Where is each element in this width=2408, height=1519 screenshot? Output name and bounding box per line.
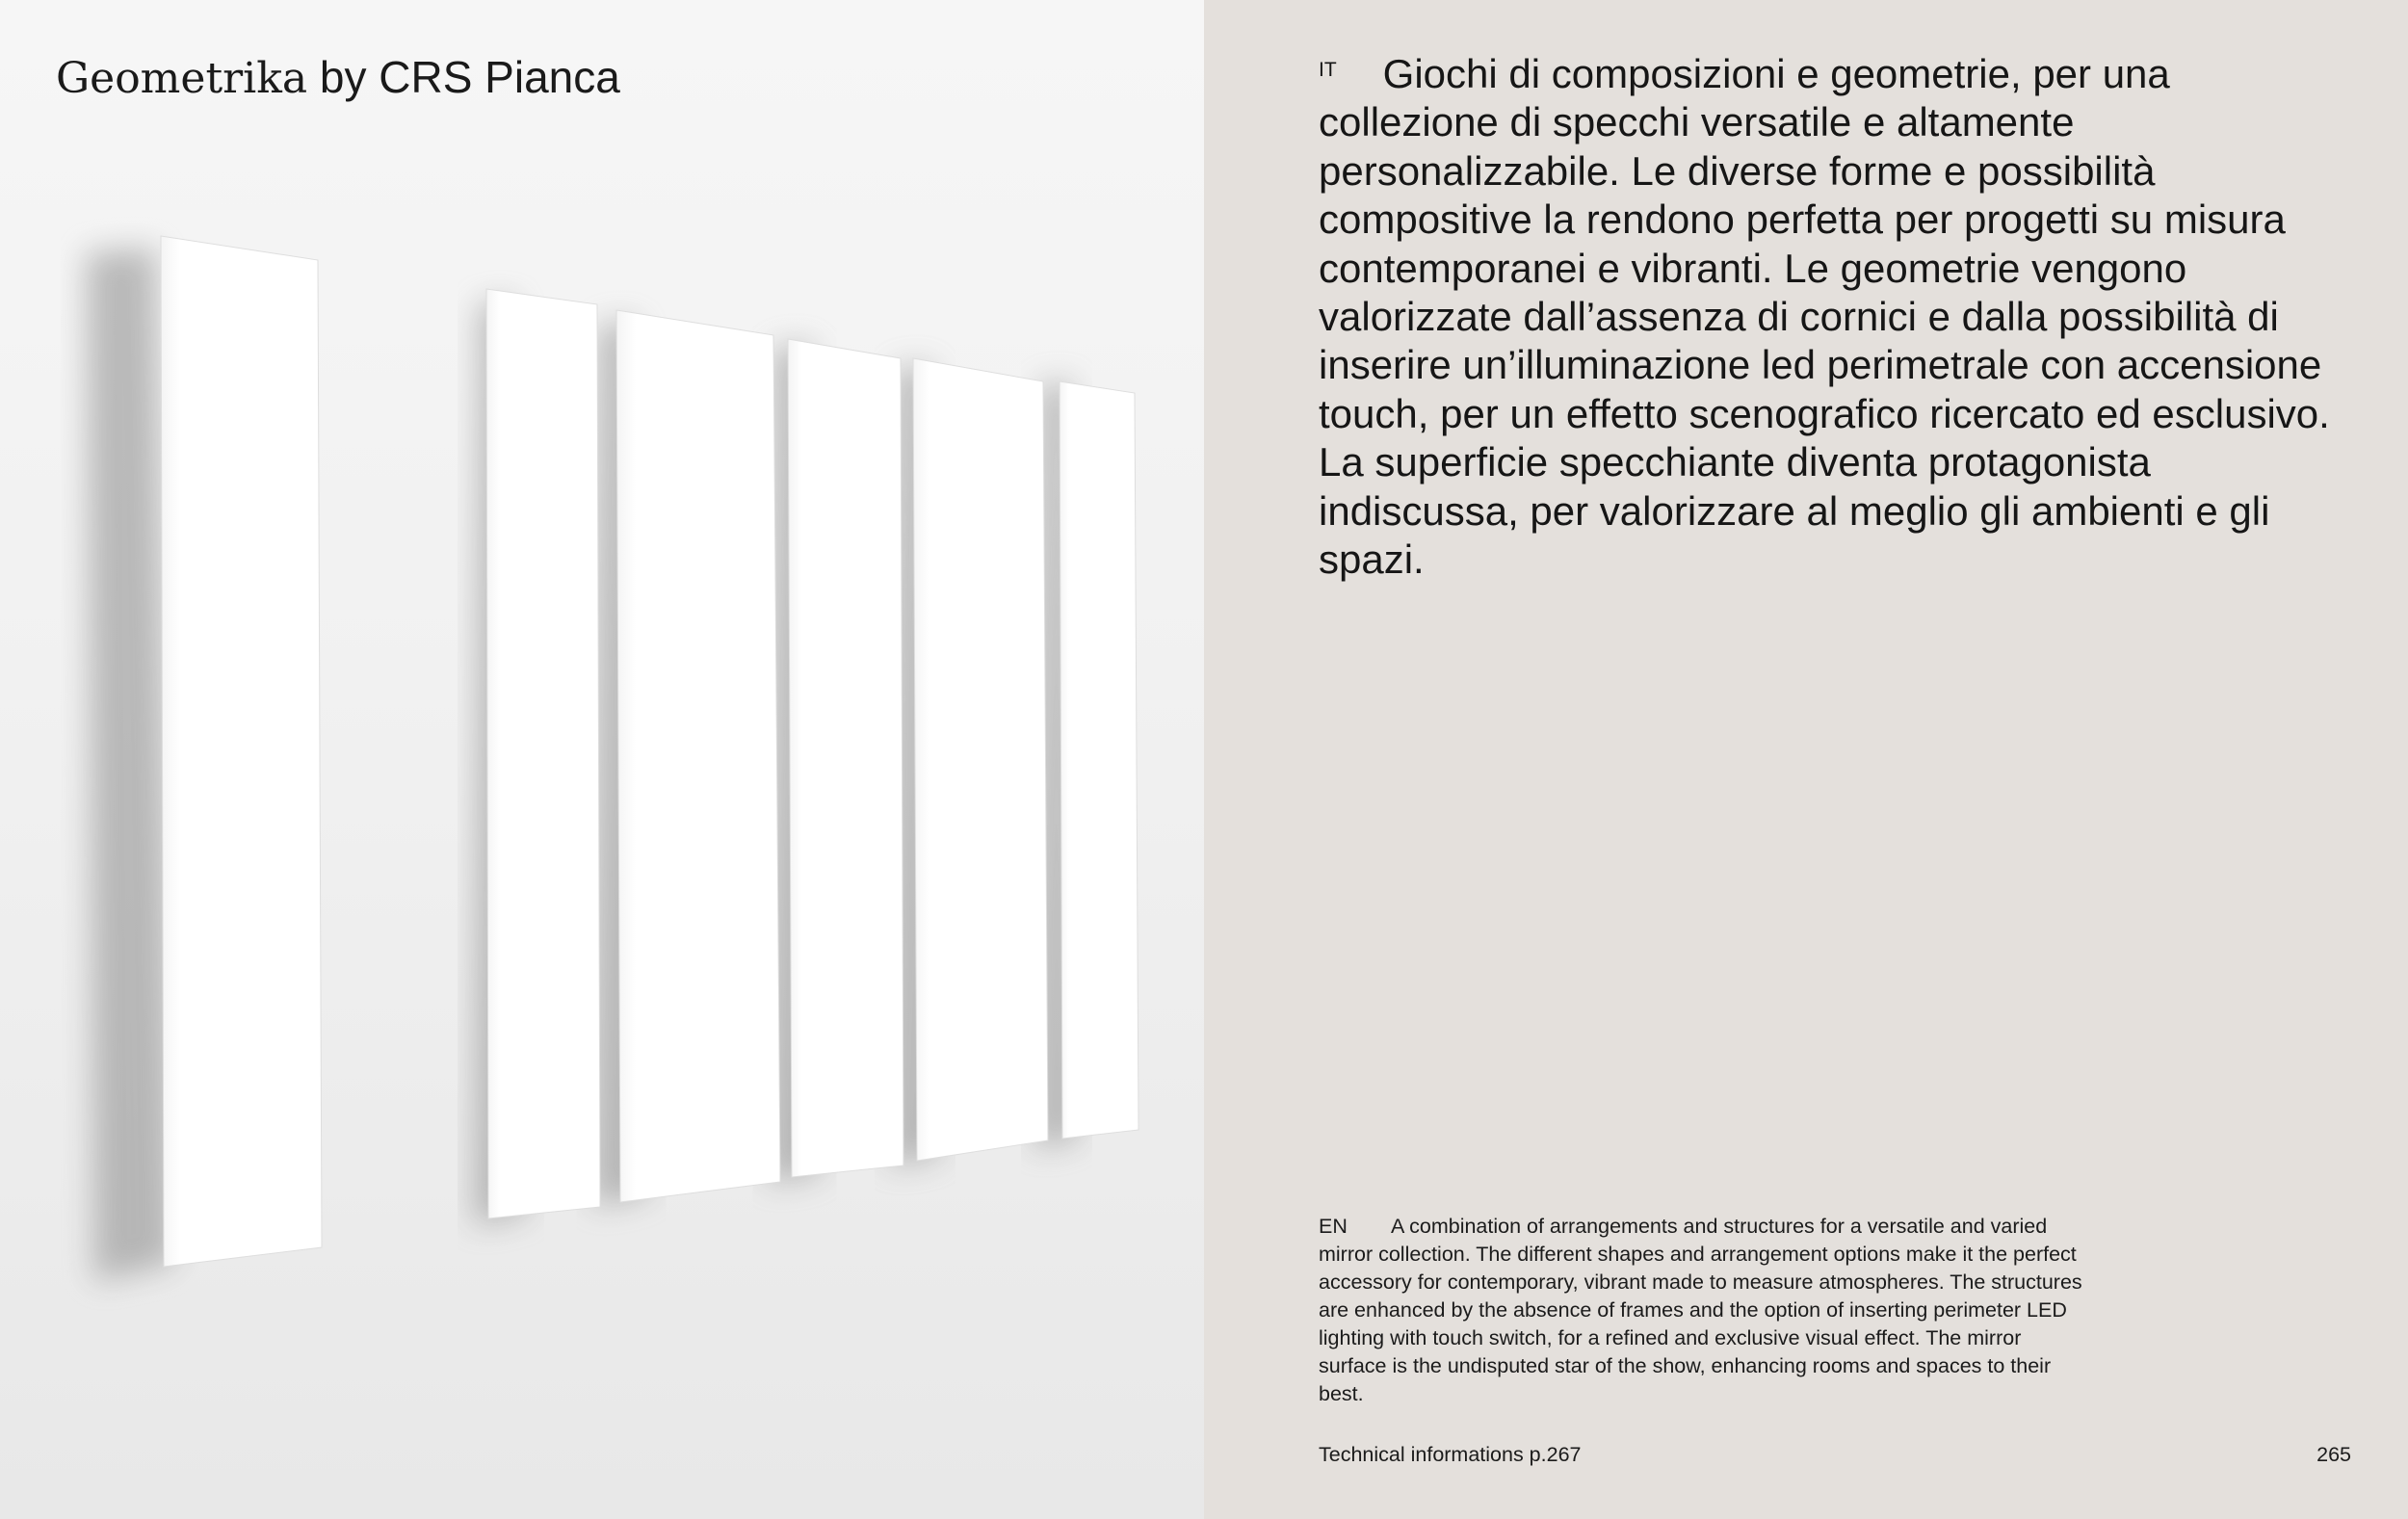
- english-language-label: EN: [1319, 1215, 1348, 1238]
- page-title: [56, 48, 620, 108]
- collection-name: Geometrika: [56, 54, 308, 103]
- english-text: A combination of arrangements and structures for a versatile and varied mirror collection. The different shapes and arrangement options make it the perfect accessory for contemporary, vibrant made to measure atmospheres. The structures are enhanced by the absence of frames and the option of inserting perimeter LED lighting with touch switch, for a refined and exclusive visual effect. The mirror surface is the undisputed star of the show, enhancing rooms and spaces to their best.: [1319, 1215, 2082, 1405]
- technical-info-link[interactable]: Technical informations p.267: [1319, 1443, 1582, 1466]
- italian-language-label: IT: [1319, 59, 1337, 81]
- italian-description: [1319, 50, 2330, 584]
- mirror-panel-6: [1060, 381, 1139, 1139]
- page-number: 265: [2316, 1443, 2351, 1466]
- english-description: [1319, 1213, 2089, 1408]
- mirror-panel-4: [788, 339, 903, 1177]
- mirror-panel-2: [486, 289, 600, 1218]
- mirror-panel-3: [616, 310, 780, 1202]
- mirror-panel-1: [161, 236, 322, 1267]
- italian-text: Giochi di composizioni e geometrie, per una collezione di specchi versatile e altamente personalizzabile. Le diverse forme e possibilità compositive la rendono perfetta per progetti su misura contemporanei e vibranti. Le geometrie vengono valorizzate dall’assenza di cornici e dalla possibilità di inserire un’illuminazione led perimetrale con accensione touch, per un effetto scenografico ricercato ed esclusivo. La superficie specchiante diventa protagonista indiscussa, per valorizzare al meglio gli ambienti e gli spazi.: [1319, 51, 2330, 583]
- collection-maker: by CRS Pianca: [307, 52, 620, 102]
- mirror-panel-5: [913, 358, 1048, 1161]
